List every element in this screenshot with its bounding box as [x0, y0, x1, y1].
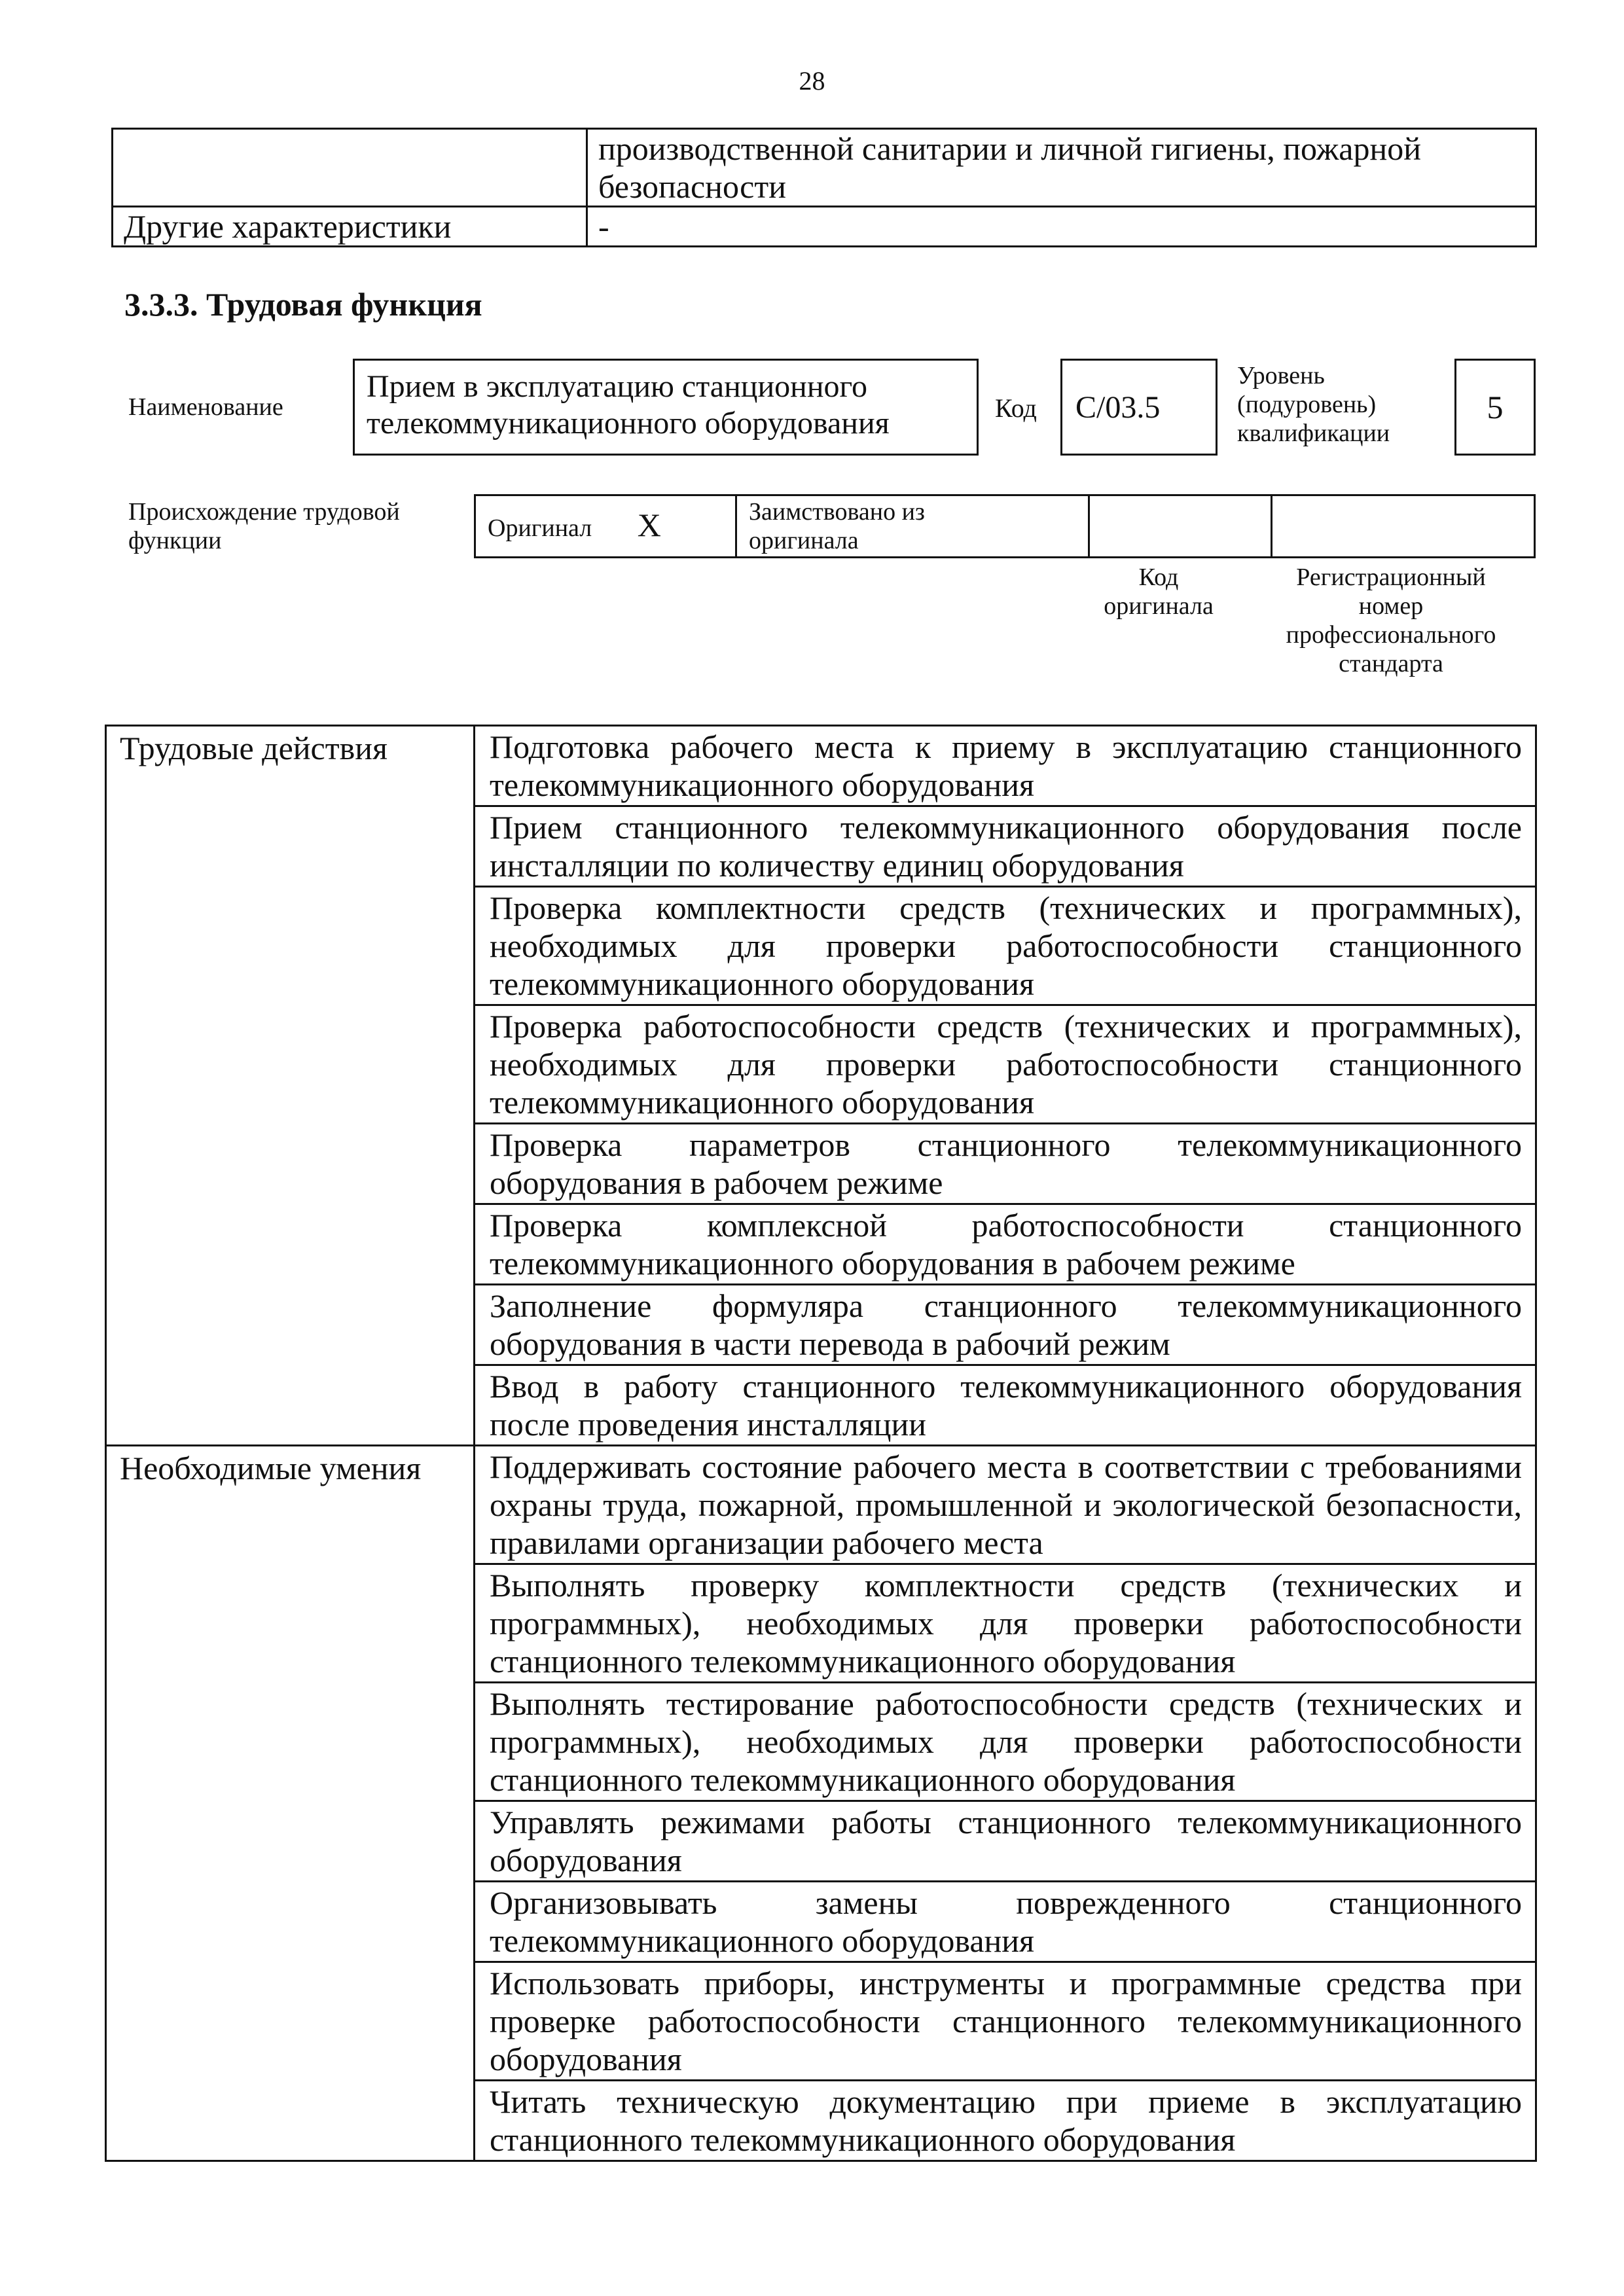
skill-item: Выполнять проверку комплектности средств (технических и программных), необходимых для проверки работоспособности станционного телекоммуникационного оборудования	[475, 1564, 1536, 1683]
code-value-box	[1060, 359, 1218, 456]
page-number: 28	[799, 66, 825, 96]
skill-item: Организовывать замены поврежденного станционного телекоммуникационного оборудования	[475, 1882, 1536, 1962]
table-row	[113, 207, 1536, 247]
other-characteristics-value: -	[587, 207, 1536, 247]
table-row	[106, 1446, 1536, 1564]
borrowed-cell	[736, 495, 1089, 558]
skill-item: Поддерживать состояние рабочего места в соответствии с требованиями охраны труда, пожарной, промышленной и экологической безопасности, правилами организации рабочего места	[475, 1446, 1536, 1564]
table-row	[475, 495, 1535, 558]
name-value-box	[353, 359, 979, 456]
registration-number-cell	[1272, 495, 1535, 558]
origin-label	[128, 497, 400, 555]
level-label-line: Уровень	[1237, 362, 1325, 389]
top-table-cell-continuation: производственной санитарии и личной гигиены, пожарной безопасности	[587, 129, 1536, 207]
name-label: Наименование	[128, 393, 283, 421]
caption-line: оригинала	[1104, 592, 1214, 620]
section-heading: 3.3.3. Трудовая функция	[124, 286, 482, 323]
level-label-line: квалификации	[1237, 420, 1390, 447]
labor-action-item: Проверка комплексной работоспособности станционного телекоммуникационного оборудования в рабочем режиме	[475, 1204, 1536, 1285]
code-value: C/03.5	[1075, 389, 1161, 425]
original-cell	[475, 495, 736, 558]
level-label-line: (подуровень)	[1237, 391, 1377, 418]
name-value-line: телекоммуникационного оборудования	[367, 406, 890, 440]
required-skills-label: Необходимые умения	[106, 1446, 475, 2161]
main-table	[105, 725, 1537, 2162]
labor-action-item: Прием станционного телекоммуникационного оборудования после инсталляции по количеству единиц оборудования	[475, 806, 1536, 887]
caption-line: номер	[1358, 592, 1424, 620]
caption-line: профессионального	[1286, 621, 1496, 649]
caption-line: Регистрационный	[1296, 564, 1486, 591]
level-value-box	[1454, 359, 1536, 456]
original-label: Оригинал	[488, 514, 592, 542]
origin-label-line: Происхождение трудовой	[128, 498, 400, 526]
labor-action-item: Проверка работоспособности средств (технических и программных), необходимых для проверки работоспособности станционного телекоммуникационного оборудования	[475, 1005, 1536, 1124]
skill-item: Выполнять тестирование работоспособности средств (технических и программных), необходимых для проверки работоспособности станционного телекоммуникационного оборудования	[475, 1683, 1536, 1801]
origin-table	[474, 494, 1536, 558]
caption-line: Код	[1138, 564, 1179, 591]
origin-code-cell	[1089, 495, 1272, 558]
origin-label-line: функции	[128, 527, 222, 554]
labor-action-item: Заполнение формуляра станционного телекоммуникационного оборудования в части перевода в рабочий режим	[475, 1285, 1536, 1365]
labor-action-item: Подготовка рабочего места к приему в эксплуатацию станционного телекоммуникационного оборудования	[475, 726, 1536, 806]
labor-action-item: Проверка комплектности средств (технических и программных), необходимых для проверки работоспособности станционного телекоммуникационного оборудования	[475, 887, 1536, 1005]
borrowed-line: оригинала	[749, 527, 859, 554]
top-table	[111, 128, 1537, 247]
skill-item: Использовать приборы, инструменты и программные средства при проверке работоспособности станционного телекоммуникационного оборудования	[475, 1962, 1536, 2081]
labor-actions-label: Трудовые действия	[106, 726, 475, 1446]
code-label: Код	[995, 393, 1037, 423]
skill-item: Читать техническую документацию при приеме в эксплуатацию станционного телекоммуникационного оборудования	[475, 2081, 1536, 2161]
top-table-cell-empty	[113, 129, 587, 207]
name-value-line: Прием в эксплуатацию станционного	[367, 369, 867, 404]
skill-item: Управлять режимами работы станционного телекоммуникационного оборудования	[475, 1801, 1536, 1882]
level-label	[1237, 361, 1390, 448]
caption-line: стандарта	[1339, 650, 1443, 677]
borrowed-line: Заимствовано из	[749, 498, 925, 526]
level-value: 5	[1487, 389, 1504, 425]
labor-action-item: Ввод в работу станционного телекоммуникационного оборудования после проведения инсталляции	[475, 1365, 1536, 1446]
table-row	[106, 726, 1536, 806]
other-characteristics-label: Другие характеристики	[113, 207, 587, 247]
registration-number-caption	[1247, 563, 1535, 678]
original-code-caption	[1074, 563, 1244, 620]
labor-action-item: Проверка параметров станционного телекоммуникационного оборудования в рабочем режиме	[475, 1124, 1536, 1204]
original-mark: X	[637, 506, 661, 543]
table-row	[113, 129, 1536, 207]
